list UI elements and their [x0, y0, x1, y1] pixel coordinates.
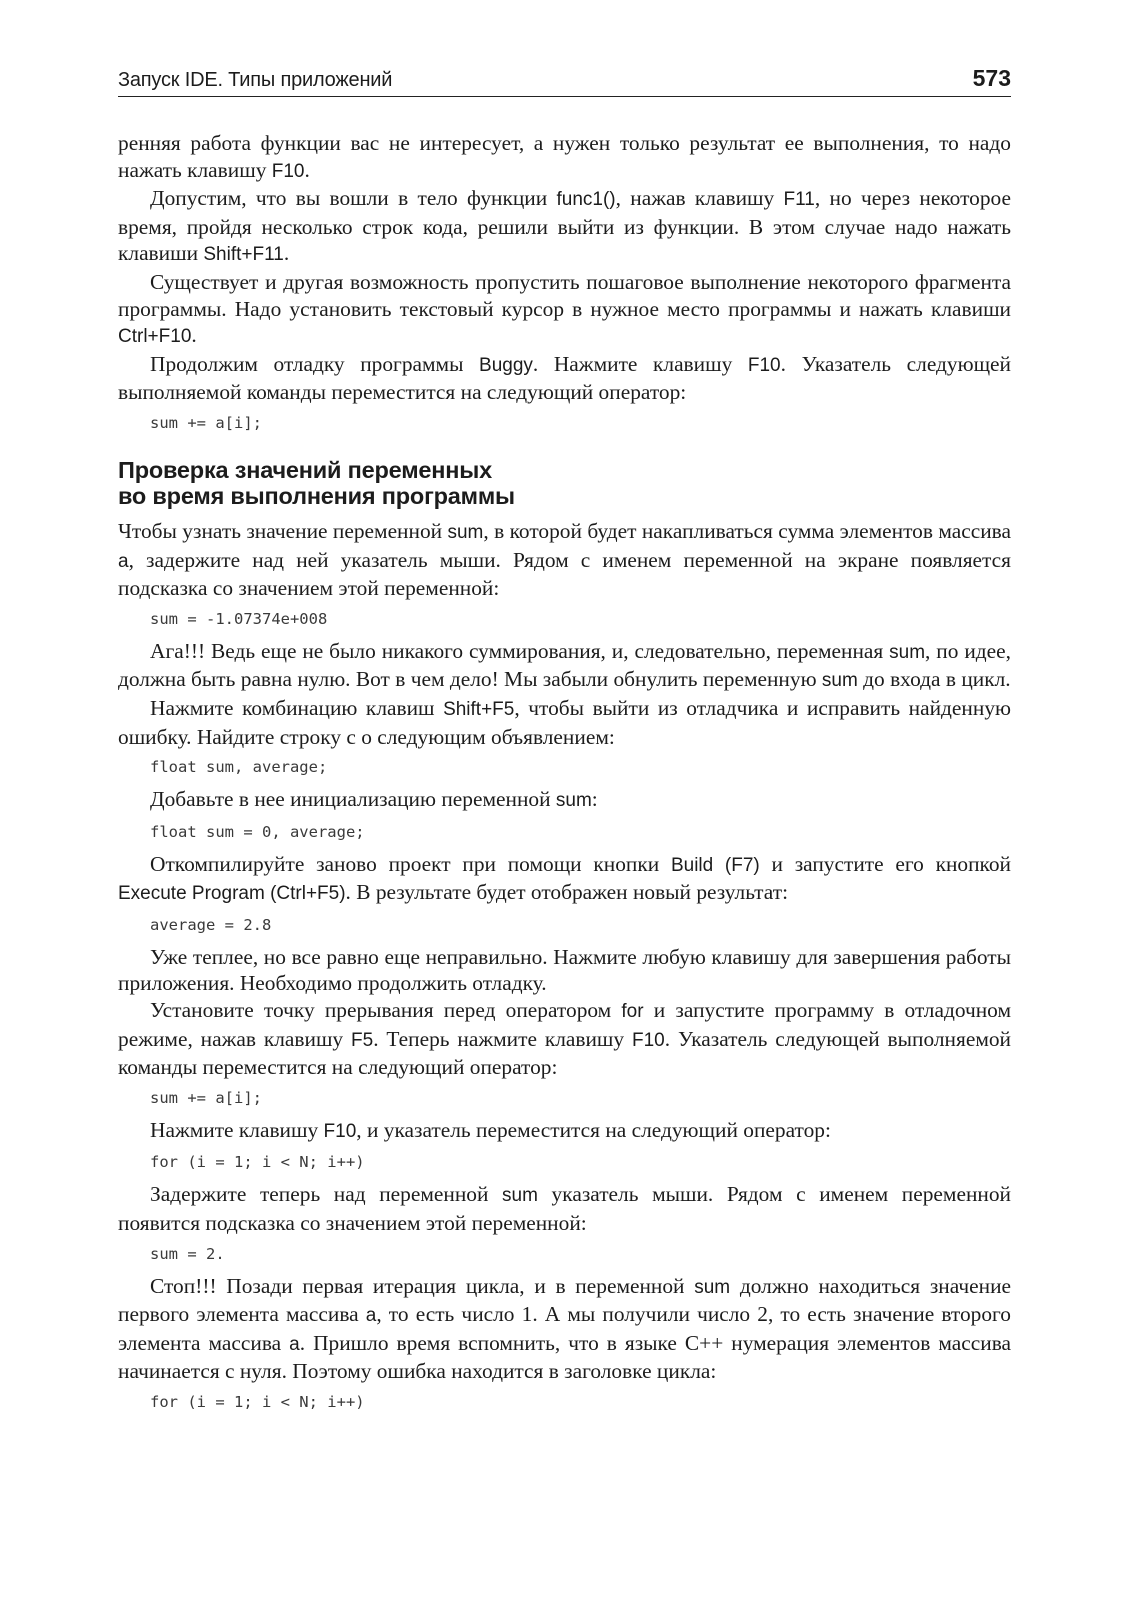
- function-name: func1(): [556, 189, 616, 211]
- code-line: for (i = 1; i < N; i++): [150, 1153, 365, 1172]
- paragraph: Добавьте в нее инициализацию переменной sum:: [150, 787, 598, 812]
- paragraph: Задержите теперь над переменной sum указатель мыши. Рядом с именем переменной появится подсказка со значением этой переменной:: [118, 1182, 1011, 1236]
- code-line: for (i = 1; i < N; i++): [150, 1393, 365, 1411]
- code-line: sum += a[i];: [150, 413, 262, 432]
- paragraph: Продолжим отладку программы Buggy. Нажмите клавишу F10. Указатель следующей выполняемой команды переместится на следующий оператор:: [118, 351, 1011, 405]
- paragraph: Откомпилируйте заново проект при помощи кнопки Build (F7) и запустите его кнопкой Execute Program (Ctrl+F5). В результате будет отображен новый результат:: [118, 851, 1011, 905]
- paragraph: Стоп!!! Позади первая итерация цикла, и в переменной sum должно находиться значение первого элемента массива a, то есть число 1. А мы получили число 2, то есть значение второго элемента массива a. Пришло время вспомнить, что в языке C++ нумерация элементов массива начинается с нуля. Поэтому ошибка находится в заголовке цикла:: [118, 1273, 1012, 1384]
- paragraph: Нажмите комбинацию клавиш Shift+F5, чтобы выйти из отладчика и исправить найденную ошибку. Найдите строку с о следующим объявлением:: [118, 695, 1011, 749]
- section-heading: Проверка значений переменных во время выполнения программы: [118, 456, 515, 509]
- key-name: F10: [747, 354, 781, 376]
- variable-name: a: [118, 550, 129, 572]
- command-name: Execute Program (Ctrl+F5): [118, 883, 346, 905]
- page-number: 573: [972, 65, 1011, 91]
- key-name: F11: [783, 189, 815, 211]
- paragraph: Уже теплее, но все равно еще неправильно. Нажмите любую клавишу для завершения работы приложения. Необходимо продолжить отладку.: [118, 944, 1011, 996]
- key-name: F10: [271, 160, 305, 182]
- code-line: sum = 2.: [150, 1244, 225, 1263]
- variable-name: a: [289, 1333, 300, 1355]
- code-line: sum += a[i];: [150, 1088, 262, 1107]
- paragraph: Чтобы узнать значение переменной sum, в которой будет накапливаться сумма элементов массива a, задержите над ней указатель мыши. Рядом с именем переменной на экране появляется подсказка со значением этой переменной:: [118, 518, 1011, 601]
- paragraph: ренняя работа функции вас не интересует, а нужен только результат ее выполнения, то надо нажать клавишу F10.: [118, 131, 1011, 182]
- key-name: Shift+F5: [443, 698, 515, 720]
- variable-name: sum: [555, 790, 592, 812]
- key-name: Ctrl+F10: [118, 326, 192, 348]
- paragraph: Установите точку прерывания перед оператором for и запустите программу в отладочном режиме, нажав клавишу F5. Теперь нажмите клавишу F10. Указатель следующей выполняемой команды переместится на следующий оператор:: [118, 998, 1011, 1080]
- key-name: F5: [351, 1029, 374, 1051]
- code-line: average = 2.8: [150, 915, 272, 934]
- header-title: Запуск IDE. Типы приложений: [118, 69, 393, 91]
- code-line: float sum = 0, average;: [150, 822, 365, 841]
- paragraph: Нажмите клавишу F10, и указатель переместится на следующий оператор:: [150, 1117, 831, 1142]
- program-name: Buggy: [479, 354, 533, 376]
- code-line: float sum, average;: [150, 758, 328, 777]
- running-header: [118, 62, 1011, 97]
- document-page: [118, 62, 1011, 1421]
- variable-name: sum: [502, 1185, 538, 1207]
- key-name: F10: [631, 1029, 665, 1051]
- paragraph: Допустим, что вы вошли в тело функции func1(), нажав клавишу F11, но через некоторое время, пройдя несколько строк кода, решили выйти из функции. В этом случае надо нажать клавиши Shift+F11.: [118, 186, 1011, 266]
- variable-name: sum: [694, 1276, 731, 1298]
- variable-name: a: [365, 1305, 377, 1327]
- keyword: for: [621, 1001, 644, 1023]
- key-name: Shift+F11: [203, 244, 284, 266]
- variable-name: sum: [889, 641, 926, 663]
- variable-name: sum: [447, 521, 484, 543]
- paragraph: Ага!!! Ведь еще не было никакого суммирования, и, следовательно, переменная sum, по идее, должна быть равна нулю. Вот в чем дело! Мы забыли обнулить переменную sum до входа в цикл.: [118, 638, 1011, 692]
- command-name: Build (F7): [670, 854, 760, 876]
- key-name: F10: [323, 1120, 357, 1142]
- variable-name: sum: [821, 670, 858, 692]
- page-body: [118, 130, 1011, 1412]
- code-line: sum = -1.07374e+008: [150, 609, 328, 628]
- paragraph: Существует и другая возможность пропустить пошаговое выполнение некоторого фрагмента программы. Надо установить текстовый курсор в нужное место программы и нажать клавиши Ctrl+F10.: [118, 269, 1011, 348]
